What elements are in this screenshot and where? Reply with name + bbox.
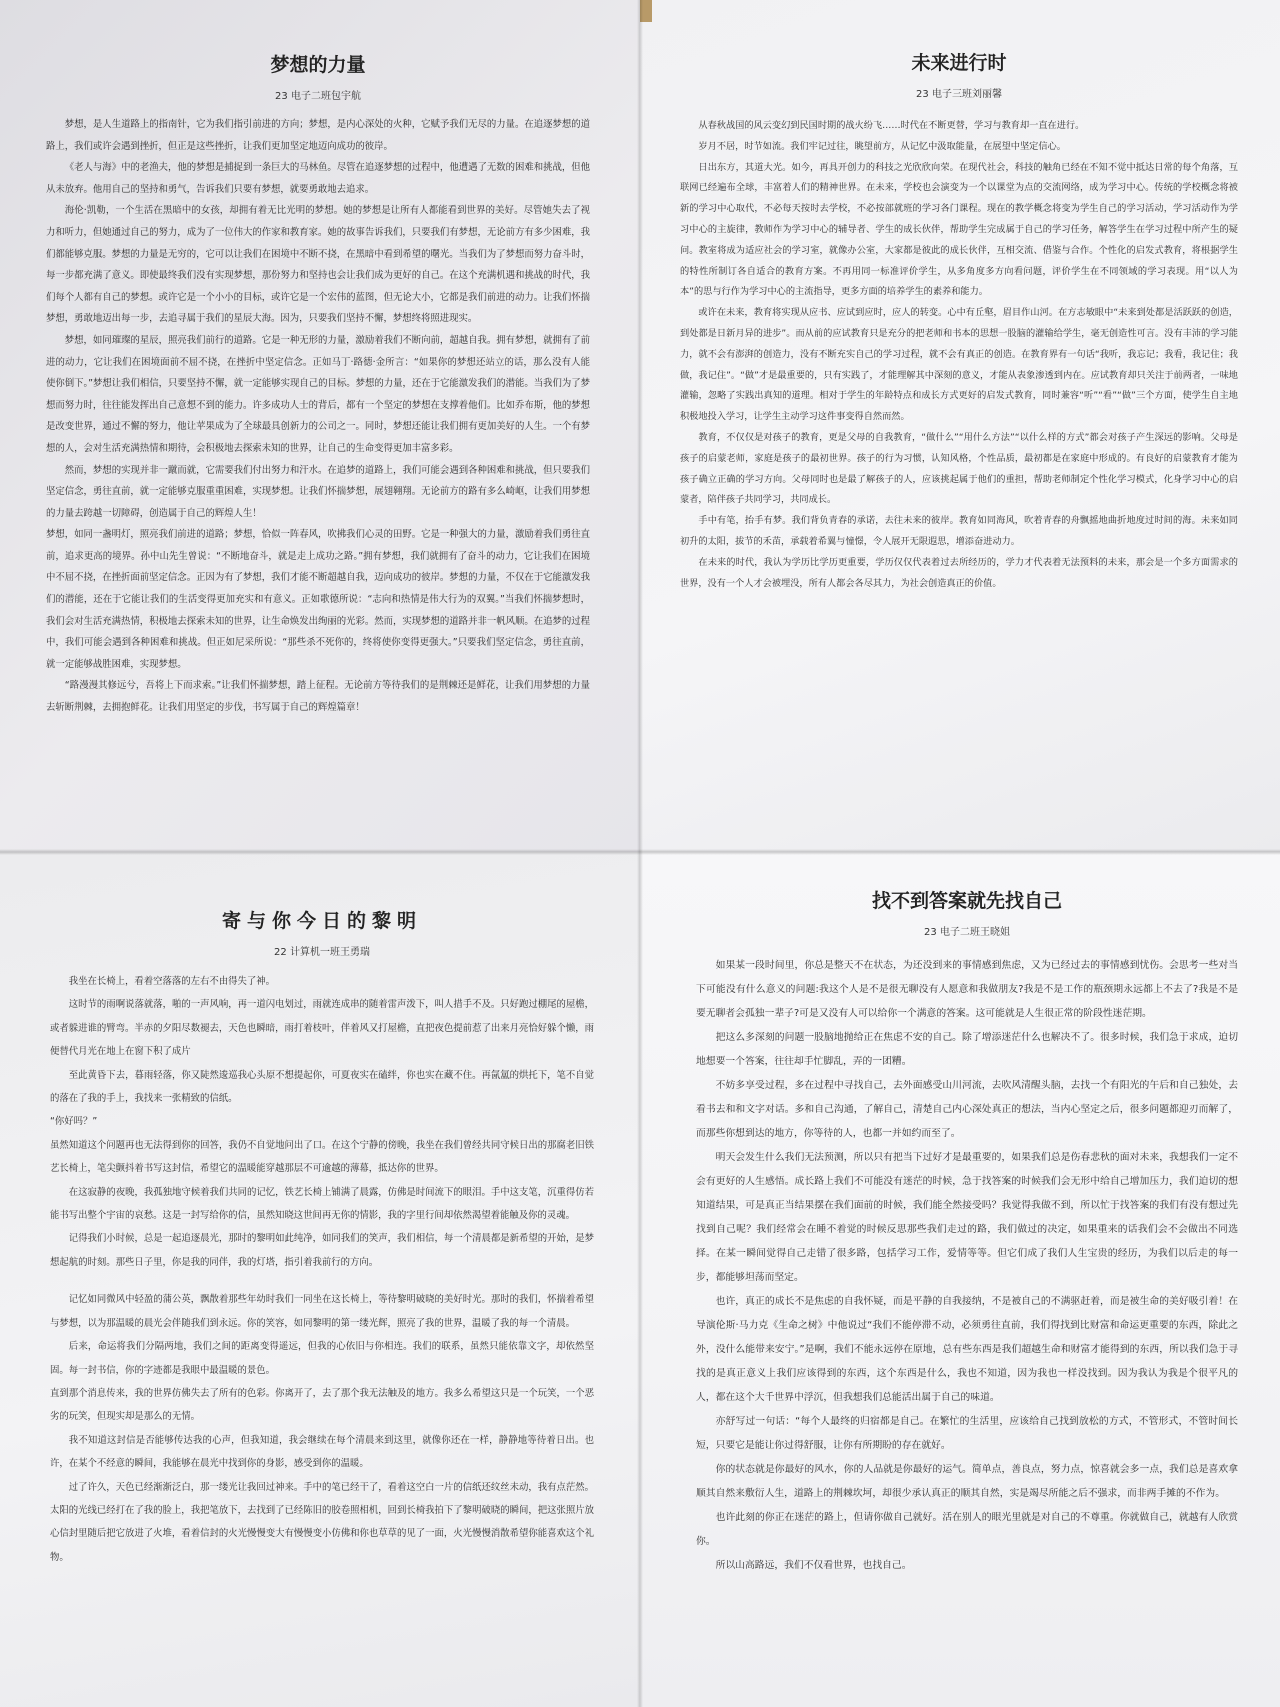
paragraph: 我不知道这封信是否能够传达我的心声，但我知道，我会继续在每个清晨来到这里，就像你还在一样，静静地等待着日出。也许，在某个不经意的瞬间，我能够在晨光中找到你的身影，感受到你的温暖。: [50, 1434, 594, 1470]
paragraph: 过了许久，天色已经渐渐泛白，那一缕光让我回过神来。手中的笔已经干了，看着这空白一片的信纸还纹丝未动，我有点茫然。太阳的光线已经打在了我的脸上，我把笔放下，去找到了已经陈旧的胶卷照相机，回到长椅我拍下了黎明破晓的瞬间，把这张照片放心信封里随后把它放进了火堆，看着信封的火光慢慢变大有慢慢变小仿佛和你也草草的见了一面，火光慢慢消散希望你能喜欢这个礼物。: [50, 1481, 594, 1563]
essay-title: 未来进行时: [911, 52, 1007, 74]
paragraph: 海伦·凯勒，一个生活在黑暗中的女孩，却拥有着无比光明的梦想。她的梦想是让所有人都能看到世界的美好。尽管她失去了视力和听力，但她通过自己的努力，成为了一位伟大的作家和教育家。她的故事告诉我们，只要我们有梦想，无论前方有多少困难，我们都能够克服。梦想的力量是无穷的，它可以让我们在困境中不断不挠，在黑暗中看到希望的曙光。当我们为了梦想而努力奋斗时，每一步都充满了意义。即使最终我们没有实现梦想，那份努力和坚持也会让我们成为更好的自己。在这个充满机遇和挑战的时代，我们每个人都有自己的梦想。或许它是一个小小的目标，或许它是一个宏伟的蓝图，但无论大小，它都是我们前进的动力。让我们怀揣梦想，勇敢地迈出每一步，去追寻属于我们的星辰大海。因为，只要我们坚持不懈，梦想终将照进现实。: [46, 205, 590, 325]
paragraph: 这时节的雨啊说落就落，啪的一声风响，再一道闪电划过，雨就连成串的随着雷声泼下，叫人措手不及。只好跑过棚尾的屋檐，或者躲进谁的臂弯。半赤的夕阳尽数褪去，天色也瞬暗，雨打着枝叶，伴着风又打屋檐，直把夜色提前惹了出来月亮恰好躲个懒，雨便替代月光在地上在窗下积了成片: [50, 999, 594, 1058]
paragraph: 把这么多深刻的问题一股脑地抛给正在焦虑不安的自己。除了增添迷茫什么也解决不了。很多时候，我们急于求成，迫切地想要一个答案，往往却手忙脚乱，弄的一团糟。: [696, 1032, 1238, 1067]
paragraph: 从春秋战国的风云变幻到民国时期的战火纷飞……时代在不断更替，学习与教育却一直在进行。: [698, 120, 1085, 131]
essay-page-3: [0, 852, 640, 1707]
essay-body: [696, 954, 1238, 1578]
paragraph: 你的状态就是你最好的风水，你的人品就是你最好的运气。简单点，善良点，努力点，惊喜就会多一点，我们总是喜欢拿顺其自然来敷衍人生，道路上的荆棘坎坷，却很少承认真正的顺其自然，实是竭尽所能之后不强求，而非两手摊的不作为。: [696, 1464, 1238, 1499]
paragraph: 《老人与海》中的老渔夫，他的梦想是捕捉到一条巨大的马林鱼。尽管在追逐梦想的过程中，他遭遇了无数的困难和挑战，但他从未放弃。他用自己的坚持和勇气，告诉我们只要有梦想，就要勇敢地去追求。: [46, 162, 590, 195]
paragraph: 所以山高路远，我们不仅看世界，也找自己。: [715, 1560, 912, 1571]
essay-page-2: [640, 0, 1280, 852]
paragraph: 至此黄昏下去，暮雨轻落，你又陡然逡巡我心头原不想提起你，可夏夜实在磕绊，你也实在藏不住。再氤氲的烘托下，笔不自觉的落在了我的手上，我找来一张精致的信纸。: [50, 1069, 594, 1105]
paragraph: 手中有笔，抬手有梦。我们背负青春的承诺，去往未来的彼岸。教育如同海风，吹着青春的舟飘摇地曲折地度过时间的海。未来如同初升的太阳，拔节的禾苗，承载着希翼与憧憬，令人展开无限遐思，增添奋进动力。: [680, 515, 1238, 547]
essay-title: 梦想的力量: [270, 54, 366, 76]
essay-body: [50, 970, 594, 1569]
paragraph: 在未来的时代，我认为学历比学历更重要，学历仅仅代表着过去所经历的，学力才代表着无法预料的未来，那会是一个多方面需求的世界，没有一个人才会被埋没，所有人都会各尽其力，为社会创造真正的价值。: [680, 556, 1238, 589]
essay-page-1: [0, 0, 640, 852]
essay-body: [680, 116, 1238, 594]
page-seam-vertical: [637, 0, 643, 1707]
paragraph: 日出东方，其道大光。如今，再具开创力的科技之光欣欣向荣。在现代社会，科技的触角已经在不知不觉中抵达日常的每个角落，互联网已经遍布全球，丰富着人们的精神世界。在未来，学校也会演变为一个以课堂为点的交流网络，成为学习中心。传统的学校概念将被新的学习中心取代，不必每天按时去学校，不必按部就班的学习各门课程。现在的教学概念将变为学生自己的学习活动，学习活动作为学习中心的主旋律，教师作为学习中心的辅导者、学生的成长伙伴，帮助学生完成属于自己的学习任务，解答学生在学习过程中所产生的疑问。教室将成为适应社会的学习室，就像办公室，大家都是彼此的成长伙伴，互相交流、借鉴与合作。个性化的启发式教育，将根据学生的特性所制订各自适合的教育方案。不再用同一标准评价学生，从多角度多方向看问题，评价学生在不同领域的学习表现。用“以人为本”的思与行作为学习中心的主流指导，更多方面的培养学生的素养和能力。: [680, 161, 1238, 298]
paragraph: 亦舒写过一句话：“每个人最终的归宿都是自己。在繁忙的生活里，应该给自己找到放松的方式，不管形式，不管时间长短，只要它是能让你过得舒服，让你有所期盼的存在就好。: [696, 1416, 1238, 1451]
essay-author: 23 电子三班刘丽馨: [916, 89, 1002, 100]
paragraph: 在这寂静的夜晚，我孤独地守候着我们共同的记忆，铁艺长椅上铺满了晨露，仿佛是时间流下的眼泪。手中这支笔，沉重得仿若能书写出整个宇宙的哀愁。这是一封写给你的信，虽然知晓这世间再无你的情影，我的字里行间却依然渴望着能触及你的灵魂。: [50, 1186, 594, 1222]
paragraph: 也许，真正的成长不是焦虑的自我怀疑，而是平静的自我接纳，不是被自己的不满驱赶着，而是被生命的美好吸引着！在导演伦斯·马力克《生命之树》中他说过“我们不能停滞不动，必须勇往直前，我们得找到比财富和命运更重要的东西，除此之外，没什么能带来安宁。”是啊，我们不能永远停在原地，总有些东西是我们超越生命和财富才能得到的东西，所以我们急于寻找的是真正意义上我们应该得到的东西，这个东西是什么，我也不知道，因为我也一样没找到。因为我认为我是个很平凡的人，都在这个大千世界中浮沉，但我想我们总能活出属于自己的味道。: [696, 1296, 1238, 1403]
paragraph: 教育，不仅仅是对孩子的教育，更是父母的自我教育，“做什么”“用什么方法”“以什么样的方式”都会对孩子产生深远的影响。父母是孩子的启蒙老师，家庭是孩子的最初世界。孩子的行为习惯，认知风格，个性品质，最初都是在家庭中形成的。有良好的启蒙教育才能为孩子确立正确的学习方向。父母同时也是最了解孩子的人，应该挑起属于他们的重担，帮助老师制定个性化学习模式，化身学习中心的启蒙者，陪伴孩子共同学习，共同成长。: [680, 431, 1238, 506]
essay-page-4: [640, 852, 1280, 1707]
essay-title: 寄与你今日的黎明: [221, 910, 422, 932]
paragraph: 也许此刻的你正在迷茫的路上，但请你做自己就好。活在别人的眼光里就是对自己的不尊重。你就做自己，就越有人欣赏你。: [696, 1512, 1238, 1547]
paragraph: “你好吗？”: [50, 1116, 98, 1128]
paragraph: 如果某一段时间里，你总是整天不在状态，为还没到来的事情感到焦虑，又为已经过去的事情感到忧伤。会思考一些对当下可能没有什么意义的问题:我这个人是不是很无聊没有人愿意和我做朋友?我是不是工作的瓶颈期永远都上不去了?我是不是要无聊者会孤独一辈子?可是又没有人可以给你一个满意的答案。这可能就是人生很正常的阶段性迷茫期。: [696, 960, 1238, 1019]
paragraph: 直到那个消息传来，我的世界仿佛失去了所有的色彩。你离开了，去了那个我无法触及的地方。我多么希望这只是一个玩笑，一个恶劣的玩笑，但现实却是那么的无情。: [50, 1387, 594, 1423]
paragraph: 明天会发生什么我们无法预测，所以只有把当下过好才是最重要的，如果我们总是伤春悲秋的面对未来，我想我们一定不会有更好的人生感悟。成长路上我们不可能没有迷茫的时候，急于找答案的时候我们会无形中给自己增加压力，我们迫切的想知道结果，可是真正当结果摆在我们面前的时候，我们能全然接受吗？我觉得我做不到，所以忙于找答案的我们有没有想过先找到自己呢？我们经常会在睡不着觉的时候反思那些我们走过的路，我们做过的决定，如果重来的话我们会不会做出不同选择。在某一瞬间觉得自己走错了很多路，包括学习工作，爱情等等。但它们成了我们人生宝贵的经历，为我们以后走的每一步，都能够坦荡而坚定。: [696, 1152, 1238, 1283]
paragraph: 梦想，如同璀璨的星辰，照亮我们前行的道路。它是一种无形的力量，激励着我们不断向前，超越自我。拥有梦想，就拥有了前进的动力，它让我们在困境面前不屈不挠，在挫折中坚定信念。正如马丁·路德·金所言：“如果你的梦想还站立的话，那么没有人能使你倒下。”梦想让我们相信，只要坚持不懈，就一定能够实现自己的目标。梦想的力量，还在于它能激发我们的潜能。当我们为了梦想而努力时，往往能发挥出自己意想不到的能力。许多成功人士的背后，都有一个坚定的梦想在支撑着他们。比如乔布斯，他的梦想是改变世界，通过不懈的努力，他让苹果成为了全球最具创新力的公司之一。同时，梦想还能让我们拥有更加美好的人生。一个有梦想的人，会对生活充满热情和期待，会积极地去探索未知的世界，让自己的生命变得更加丰富多彩。: [46, 334, 590, 454]
paragraph: 记得我们小时候，总是一起追逐晨光，那时的黎明如此纯净，如同我们的笑声，我们相信，每一个清晨都是新希望的开始，是梦想起航的时刻。那些日子里，你是我的同伴，我的灯塔，指引着我前行的方向。: [50, 1233, 594, 1268]
essay-body: [46, 114, 590, 719]
paragraph: “路漫漫其修远兮，吾将上下而求索。”让我们怀揣梦想，踏上征程。无论前方等待我们的是荆棘还是鲜花，让我们用梦想的力量去斩断荆棘，去拥抱鲜花。让我们用坚定的步伐，书写属于自己的辉煌篇章！: [46, 680, 590, 714]
paragraph: 然而，梦想的实现并非一蹴而就，它需要我们付出努力和汗水。在追梦的道路上，我们可能会遇到各种困难和挑战，但只要我们坚定信念，勇往直前，就一定能够克服重重困难，实现梦想。让我们怀揣梦想，展翅翱翔。无论前方的路有多么崎岖，让我们用梦想的力量去跨越一切障碍，创造属于自己的辉煌人生！: [46, 464, 590, 519]
paragraph: 后来，命运将我们分隔两地，我们之间的距离变得遥远，但我的心依旧与你相连。我们的联系，虽然只能依靠文字，却依然坚固。每一封书信，你的字迹都是我眼中最温暖的景色。: [50, 1341, 594, 1376]
paragraph: 或许在未来，教育将实现从应书、应试到应时，应人的转变。心中有丘壑，眉目作山河。在方志敏眼中“未来到处都是活跃跃的创造，到处都是日新月异的进步”。而从前的应试教育只是充分的把老师和书本的思想一股脑的灌输给学生，毫无创造性可言。没有丰沛的学习能力，就不会有澎湃的创造力，没有不断充实自己的学习过程，就不会有真正的创造。在教育界有一句话“我听，我忘记；我看，我记住；我做，我记住”。“做”才是最重要的，只有实践了，才能理解其中深刻的意义，才能从表象渗透到内在。应试教育却只关注于前两者，一味地灌输，忽略了实践出真知的道理。相对于学生的年龄特点和成长方式更好的启发式教育，同时兼容“听”“看”“做”三个方面，使学生自主地积极地投入学习，让学生主动学习这件事变得自然而然。: [680, 307, 1238, 423]
essay-author: 23 电子二班王晓姐: [924, 927, 1010, 938]
paragraph: 岁月不居，时节如流。我们牢记过往，眺望前方，从记忆中汲取能量，在展望中坚定信心。: [698, 140, 1066, 152]
paragraph: 我坐在长椅上，看着空落落的左右不由得失了神。: [68, 976, 276, 987]
paragraph: 虽然知道这个问题再也无法得到你的回答，我仍不自觉地问出了口。在这个宁静的傍晚，我坐在我们曾经共同守候日出的那腐老旧铁艺长椅上，笔尖颤抖着书写这封信，希望它的温暖能穿越那层不可逾越的薄幕，抵达你的世界。: [50, 1139, 594, 1175]
essay-title: 找不到答案就先找自己: [871, 890, 1062, 912]
paragraph: 记忆如同微风中轻盈的蒲公英，飘散着那些年幼时我们一同坐在这长椅上，等待黎明破晓的美好时光。那时的我们，怀揣着希望与梦想，以为那温暖的晨光会伴随我们到永远。你的笑容，如同黎明的第一缕光辉，照亮了我的世界，温暖了我的每一个清晨。: [50, 1294, 594, 1329]
paragraph: 梦想，是人生道路上的指南针，它为我们指引前进的方向；梦想，是内心深处的火种，它赋予我们无尽的力量。在追逐梦想的道路上，我们或许会遇到挫折，但正是这些挫折，让我们更加坚定地迈向成功的彼岸。: [46, 119, 590, 152]
paragraph: 梦想，如同一盏明灯，照亮我们前进的道路；梦想，恰似一阵春风，吹拂我们心灵的田野。它是一种强大的力量，激励着我们勇往直前，追求更高的境界。孙中山先生曾说：“不断地奋斗，就是走上成功之路。”拥有梦想，我们就拥有了奋斗的动力，它让我们在困境中不屈不挠，在挫折面前坚定信念。正因为有了梦想，我们才能不断超越自我，迈向成功的彼岸。梦想的力量，不仅在于它能激发我们的潜能，还在于它能让我们的生活变得更加充实和有意义。正如歌德所说：“志向和热情是伟大行为的双翼。”当我们怀揣梦想时，我们会对生活充满热情，积极地去探索未知的世界，让生命焕发出绚丽的光彩。然而，实现梦想的道路并非一帆风顺。在追梦的过程中，我们可能会遇到各种困难和挑战。但正如尼采所说：“那些杀不死你的，终将使你变得更强大。”只要我们坚定信念，勇往直前，就一定能够战胜困难，实现梦想。: [46, 529, 590, 670]
paragraph: 不妨多享受过程，多在过程中寻找自己，去外面感受山川河流，去吹风清醒头脑，去找一个有阳光的午后和自己独处，去看书去和和文字对话。多和自己沟通，了解自己，清楚自己内心深处真正的想法，当内心坚定之后，很多问题都迎刃而解了，而那些你想到达的地方，你等待的人，也都一并如约而至了。: [696, 1080, 1238, 1139]
essay-author: 23 电子二班包宇航: [275, 91, 361, 102]
essay-author: 22 计算机一班王勇瑞: [274, 947, 370, 958]
